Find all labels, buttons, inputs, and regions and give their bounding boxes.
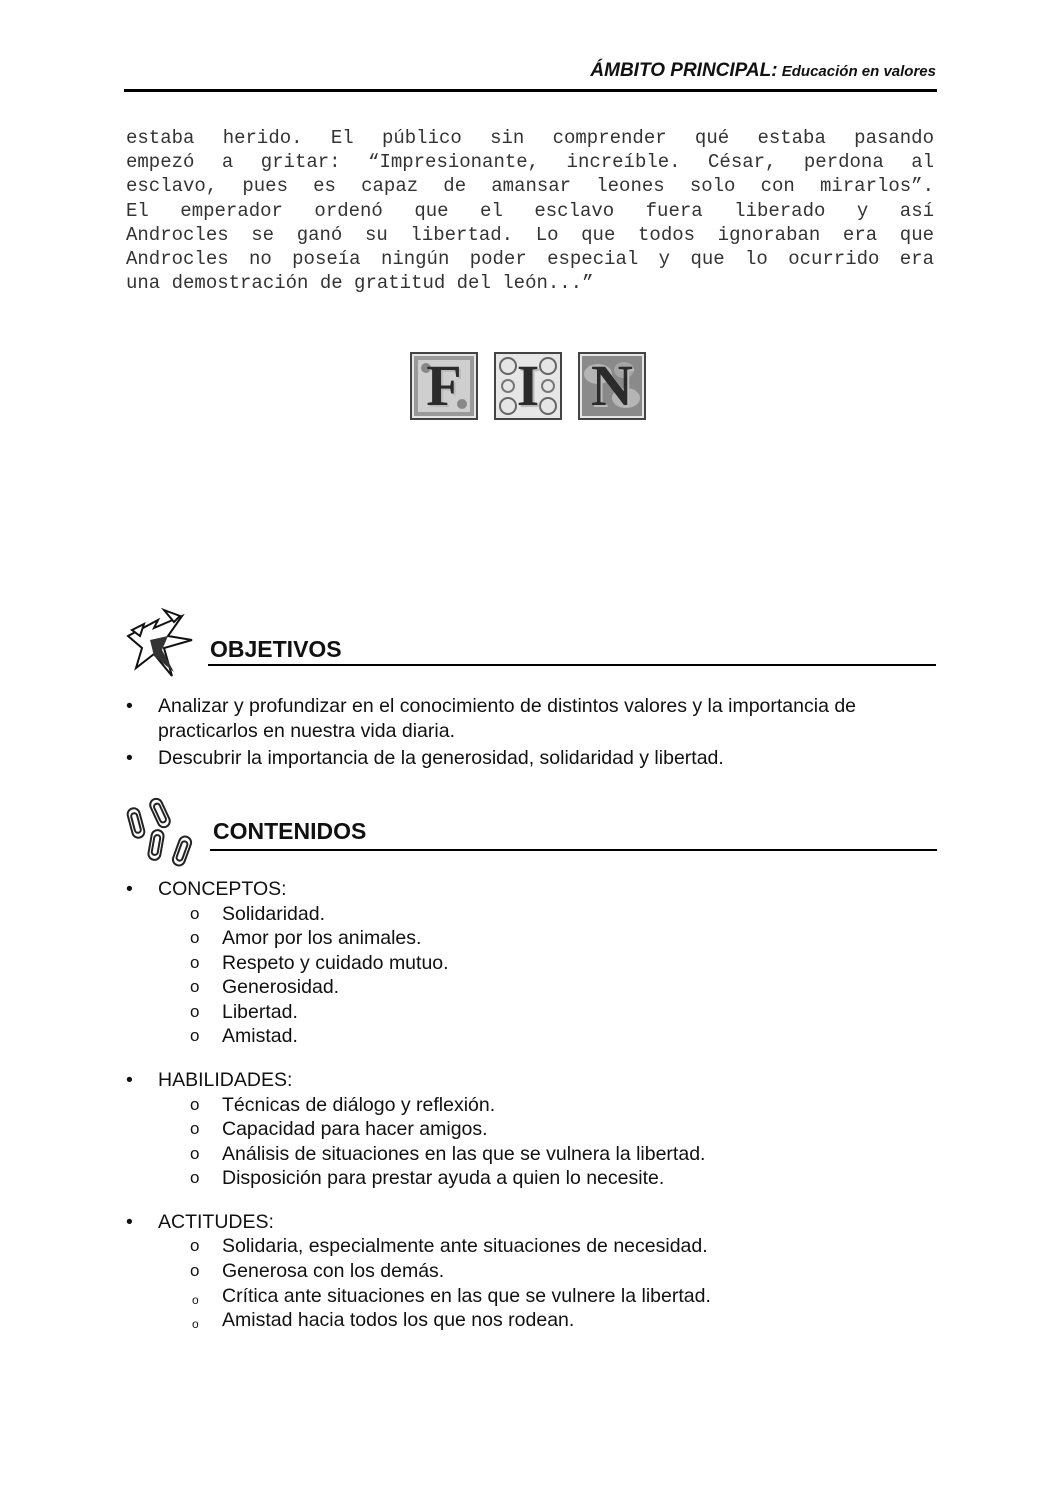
sub-bullet: o — [192, 1292, 199, 1307]
contenidos-title: CONTENIDOS — [213, 818, 367, 844]
contenidos-list — [126, 877, 926, 1333]
sub-item-text: Libertad. — [222, 1000, 298, 1023]
sub-bullet: o — [190, 1119, 200, 1139]
sub-item — [190, 975, 926, 1000]
sub-bullet: o — [190, 1001, 200, 1021]
fin-letter-f: F — [426, 353, 462, 418]
fin-letter-n: N — [591, 353, 633, 418]
bullet: • — [126, 747, 133, 769]
sub-bullet: o — [190, 1094, 200, 1114]
objetivos-rule — [208, 664, 936, 666]
story-line: estaba herido. El público sin comprender qué estaba pasando — [126, 127, 934, 149]
sub-bullet: o — [190, 1026, 200, 1046]
bullet: • — [126, 695, 133, 717]
list-item — [126, 1210, 926, 1235]
sub-item-text: Crítica ante situaciones en las que se vulnere la libertad. — [222, 1284, 711, 1307]
sub-list — [126, 902, 926, 1050]
objetivo-text: Descubrir la importancia de la generosidad, solidaridad y libertad. — [158, 747, 724, 769]
paperclips-icon — [124, 794, 200, 874]
sub-item-text: Amistad hacia todos los que nos rodean. — [222, 1309, 575, 1332]
story-line: una demostración de gratitud del león...” — [126, 272, 594, 295]
sub-item — [190, 926, 926, 951]
sub-bullet: o — [190, 977, 200, 997]
sub-item-text: Generosidad. — [222, 976, 340, 999]
sub-bullet: o — [190, 1236, 200, 1256]
objetivos-list — [126, 694, 916, 771]
sub-item — [190, 1166, 926, 1191]
sub-item-text: Análisis de situaciones en las que se vulnera la libertad. — [222, 1142, 706, 1165]
group-label: ACTITUDES: — [158, 1210, 274, 1233]
fin-tile-n — [578, 352, 646, 420]
sub-item — [190, 1259, 926, 1284]
header-main: ÁMBITO PRINCIPAL: — [590, 60, 778, 81]
page-header — [124, 60, 936, 82]
objetivo-text: Analizar y profundizar en el conocimiento de distintos valores y la importancia de practicarlos en nuestra vida diaria. — [158, 695, 857, 742]
sub-item-text: Amor por los animales. — [222, 927, 422, 950]
fin-ornament — [410, 352, 646, 420]
objetivos-title: OBJETIVOS — [210, 636, 342, 662]
fin-letter-i: I — [516, 353, 540, 418]
fin-tile-i — [494, 352, 562, 420]
bullet: • — [126, 878, 133, 900]
story-line: Androcles no poseía ningún poder especial y que lo ocurrido era — [126, 247, 934, 270]
group-label: HABILIDADES: — [158, 1069, 293, 1092]
list-item — [126, 746, 916, 771]
story-line: empezó a gritar: “Impresionante, increíble. César, perdona al — [126, 151, 934, 174]
sub-item — [190, 1234, 926, 1259]
header-sub: Educación en valores — [777, 63, 936, 80]
sub-item — [190, 951, 926, 976]
header-rule — [124, 89, 937, 92]
sub-item-text: Disposición para prestar ayuda a quien lo necesite. — [222, 1167, 665, 1190]
bullet: • — [126, 1210, 133, 1233]
sub-bullet: o — [190, 1261, 200, 1281]
sub-bullet: o — [192, 1317, 199, 1332]
sub-item — [190, 1308, 926, 1333]
arrow-cluster-icon — [124, 606, 200, 682]
contenidos-rule — [210, 849, 937, 851]
sub-item-text: Capacidad para hacer amigos. — [222, 1118, 488, 1141]
sub-item — [190, 1142, 926, 1167]
story-line: El emperador ordenó que el esclavo fuera liberado y así — [126, 199, 934, 222]
sub-list — [126, 1093, 926, 1191]
list-item — [126, 877, 926, 902]
sub-list — [126, 1234, 926, 1332]
sub-item-text: Generosa con los demás. — [222, 1260, 445, 1283]
sub-bullet: o — [190, 928, 200, 948]
sub-bullet: o — [190, 1143, 200, 1163]
story-text — [126, 126, 934, 295]
list-item — [126, 1068, 926, 1093]
sub-item-text: Solidaridad. — [222, 902, 325, 925]
story-line: esclavo, pues es capaz de amansar leones solo con mirarlos”. — [126, 175, 934, 198]
story-line: Androcles se ganó su libertad. Lo que todos ignoraban era que — [126, 223, 934, 246]
sub-item — [190, 1117, 926, 1142]
fin-tile-f — [410, 352, 478, 420]
list-item — [126, 694, 916, 743]
sub-item-text: Solidaria, especialmente ante situaciones de necesidad. — [222, 1235, 708, 1258]
sub-bullet: o — [190, 1168, 200, 1188]
group-label: CONCEPTOS: — [158, 878, 287, 900]
sub-item-text: Técnicas de diálogo y reflexión. — [222, 1093, 496, 1116]
sub-item — [190, 902, 926, 927]
bullet: • — [126, 1069, 133, 1092]
sub-item — [190, 1000, 926, 1025]
sub-item-text: Respeto y cuidado mutuo. — [222, 951, 449, 974]
sub-item-text: Amistad. — [222, 1025, 298, 1048]
sub-item — [190, 1024, 926, 1049]
sub-item — [190, 1093, 926, 1118]
sub-item — [190, 1284, 926, 1309]
sub-bullet: o — [190, 903, 200, 923]
sub-bullet: o — [190, 952, 200, 972]
